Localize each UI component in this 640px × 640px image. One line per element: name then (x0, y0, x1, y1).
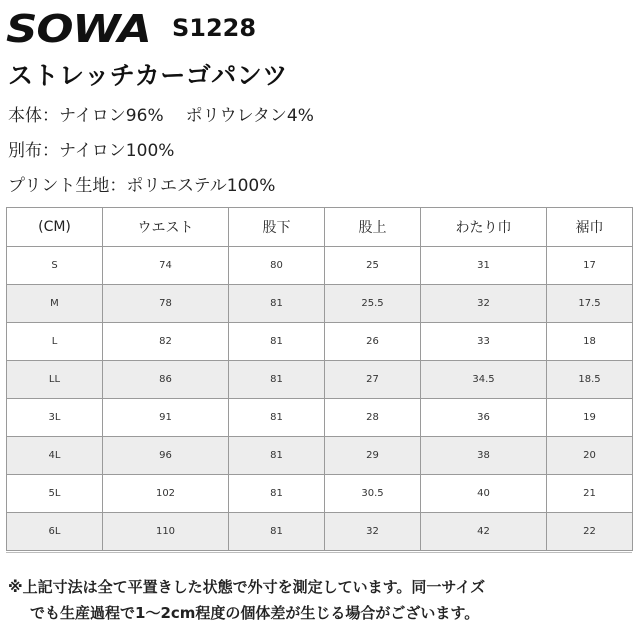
materials (8, 104, 314, 209)
note-line-1: ※上記寸法は全て平置きした状態で外寸を測定しています。同一サイズ (8, 578, 486, 596)
thigh-width-cell: 42 (421, 513, 547, 551)
thigh-width-cell: 40 (421, 475, 547, 513)
rise-cell: 28 (325, 399, 421, 437)
table-row (7, 399, 633, 437)
waist-cell: 74 (103, 247, 229, 285)
table-row (7, 513, 633, 551)
header-hem-width: 裾巾 (547, 208, 633, 247)
thigh-width-cell: 36 (421, 399, 547, 437)
waist-cell: 82 (103, 323, 229, 361)
rise-cell: 29 (325, 437, 421, 475)
size-cell: L (7, 323, 103, 361)
header-unit: (CM) (7, 208, 103, 247)
hem-width-cell: 18.5 (547, 361, 633, 399)
hem-width-cell: 19 (547, 399, 633, 437)
inseam-cell: 81 (229, 361, 325, 399)
table-row (7, 437, 633, 475)
material-separate-cloth: 別布：ナイロン100% (8, 141, 175, 161)
hem-width-cell: 17 (547, 247, 633, 285)
waist-cell: 78 (103, 285, 229, 323)
size-table (6, 207, 633, 551)
table-row (7, 475, 633, 513)
thigh-width-cell: 32 (421, 285, 547, 323)
table-row (7, 285, 633, 323)
hem-width-cell: 20 (547, 437, 633, 475)
inseam-cell: 81 (229, 513, 325, 551)
waist-cell: 110 (103, 513, 229, 551)
size-cell: S (7, 247, 103, 285)
waist-cell: 91 (103, 399, 229, 437)
size-cell: 6L (7, 513, 103, 551)
thigh-width-cell: 31 (421, 247, 547, 285)
table-row (7, 361, 633, 399)
measurement-note (8, 574, 485, 626)
hem-width-cell: 21 (547, 475, 633, 513)
size-cell: M (7, 285, 103, 323)
model-number: S1228 (172, 14, 257, 42)
thigh-width-cell: 34.5 (421, 361, 547, 399)
inseam-cell: 81 (229, 475, 325, 513)
rise-cell: 25.5 (325, 285, 421, 323)
rise-cell: 27 (325, 361, 421, 399)
waist-cell: 96 (103, 437, 229, 475)
material-body-part2: ポリウレタン4% (185, 106, 314, 126)
table-row (7, 247, 633, 285)
inseam-cell: 81 (229, 399, 325, 437)
header (6, 6, 151, 52)
inseam-cell: 81 (229, 437, 325, 475)
waist-cell: 86 (103, 361, 229, 399)
header-thigh-width: わたり巾 (421, 208, 547, 247)
hem-width-cell: 22 (547, 513, 633, 551)
inseam-cell: 80 (229, 247, 325, 285)
inseam-cell: 81 (229, 323, 325, 361)
rise-cell: 32 (325, 513, 421, 551)
size-cell: 3L (7, 399, 103, 437)
material-body-part1: ナイロン96% (59, 106, 164, 126)
material-print-fabric: プリント生地：ポリエステル100% (8, 176, 276, 196)
thigh-width-cell: 33 (421, 323, 547, 361)
header-rise: 股上 (325, 208, 421, 247)
size-cell: 4L (7, 437, 103, 475)
rise-cell: 30.5 (325, 475, 421, 513)
rise-cell: 26 (325, 323, 421, 361)
hem-width-cell: 18 (547, 323, 633, 361)
waist-cell: 102 (103, 475, 229, 513)
inseam-cell: 81 (229, 285, 325, 323)
header-waist: ウエスト (103, 208, 229, 247)
size-cell: LL (7, 361, 103, 399)
note-line-2: でも生産過程で1〜2cm程度の個体差が生じる場合がございます。 (30, 604, 480, 622)
rise-cell: 25 (325, 247, 421, 285)
brand-logo: SOWA (6, 7, 151, 51)
thigh-width-cell: 38 (421, 437, 547, 475)
table-row (7, 323, 633, 361)
size-table-header-row (7, 208, 633, 247)
header-inseam: 股下 (229, 208, 325, 247)
table-bottom-divider (6, 552, 632, 553)
size-cell: 5L (7, 475, 103, 513)
material-body-label: 本体： (8, 106, 59, 126)
hem-width-cell: 17.5 (547, 285, 633, 323)
material-body (8, 104, 314, 139)
product-name: ストレッチカーゴパンツ (8, 61, 288, 90)
